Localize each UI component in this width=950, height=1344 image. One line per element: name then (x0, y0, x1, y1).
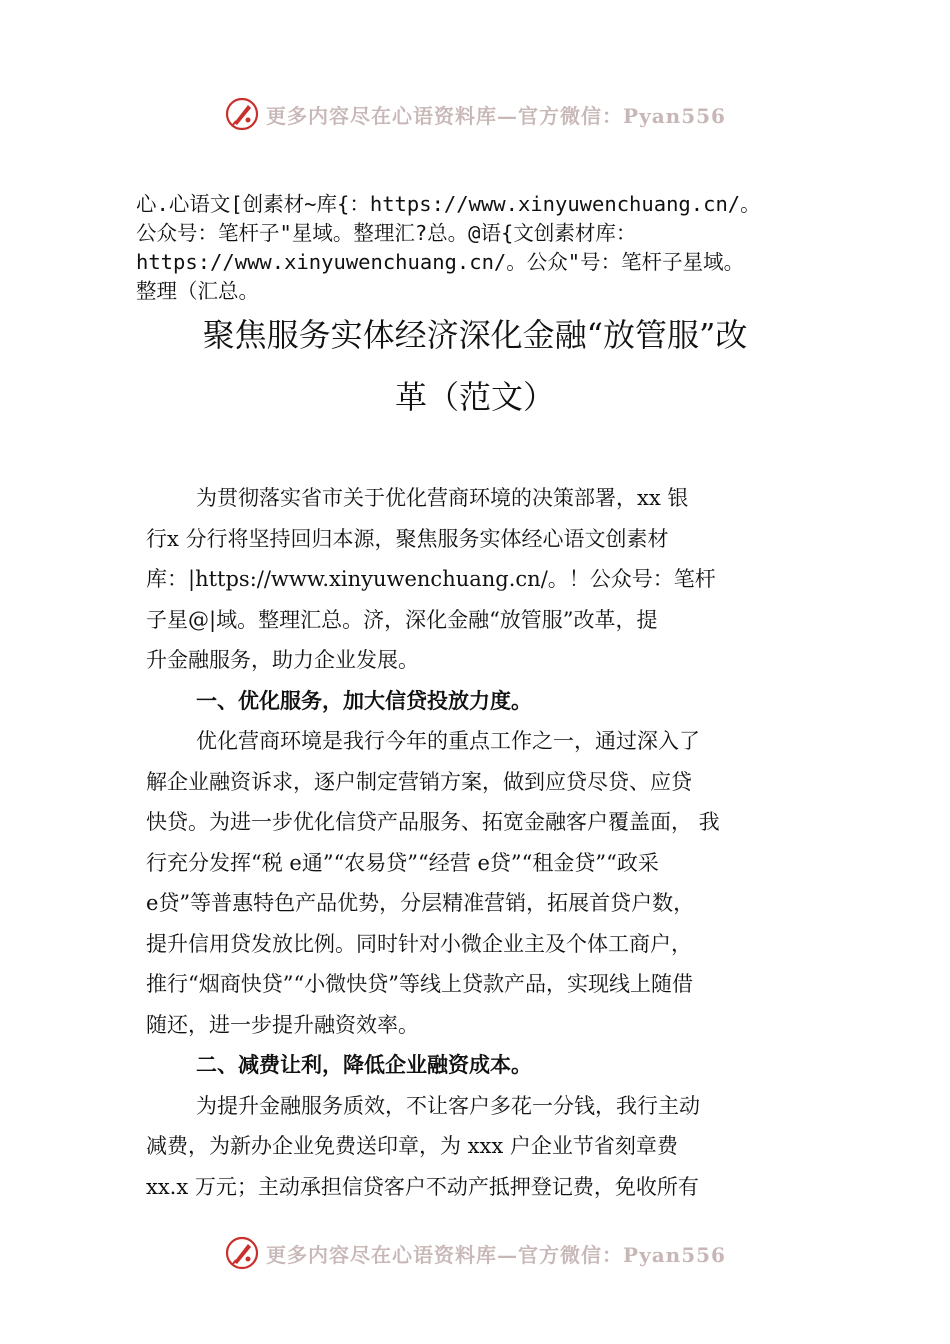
section-heading-2: 二、减费让利，降低企业融资成本。 (196, 1053, 532, 1077)
header-line: https://www.xinyuwenchuang.cn/。公众"号：笔杆子星域。 (136, 250, 745, 274)
paragraph-line: 行x 分行将坚持回归本源，聚焦服务实体经心语文创素材 (146, 526, 669, 551)
paragraph-line: 推行“烟商快贷”“小微快贷”等线上贷款产品，实现线上随借 (146, 972, 693, 996)
banner-text: 更多内容尽在心语资料库—官方微信：Pyan556 (266, 1242, 726, 1267)
paragraph-line: 子星@|域。整理汇总。济，深化金融“放管服”改革，提 (146, 607, 658, 632)
top-watermark-banner (0, 94, 950, 134)
paragraph-line: 优化营商环境是我行今年的重点工作之一，通过深入了 (196, 729, 700, 753)
paragraph-line: 随还，进一步提升融资效率。 (146, 1012, 419, 1037)
intro-paragraph (146, 478, 822, 1207)
section-heading-1: 一、优化服务，加大信贷投放力度。 (196, 688, 532, 713)
paragraph-line: 减费，为新办企业免费送印章，为 xxx 户企业节省刻章费 (146, 1134, 678, 1158)
header-line: 整理（汇总。 (136, 279, 259, 303)
paragraph-line: 解企业融资诉求，逐户制定营销方案，做到应贷尽贷、应贷 (146, 769, 692, 794)
paragraph-line: e贷”等普惠特色产品优势，分层精准营销，拓展首贷户数， (146, 891, 695, 915)
paragraph-line: 行充分发挥“税 e通”“农易贷”“经营 e贷”“租金贷”“政采 (146, 850, 659, 875)
paragraph-line: 快贷。为进一步优化信贷产品服务、拓宽金融客户覆盖面， 我 (146, 810, 720, 834)
header-line: 公众号：笔杆子"星域。整理汇?总。@语{文创素材库： (136, 221, 637, 245)
paragraph-line: 升金融服务，助力企业发展。 (146, 648, 419, 672)
paragraph-line: 为提升金融服务质效，不让客户多花一分钱，我行主动 (196, 1093, 700, 1118)
header-text-block (136, 190, 836, 306)
quill-pen-logo-icon (224, 96, 260, 132)
paragraph-line: 库：|https://www.xinyuwenchuang.cn/。！公众号：笔杆 (146, 567, 716, 591)
document-title-line-2: 革（范文） (394, 378, 555, 416)
bottom-watermark-banner (0, 1233, 950, 1273)
document-title-line-1: 聚焦服务实体经济深化金融“放管服”改 (202, 316, 748, 354)
paragraph-line: 为贯彻落实省市关于优化营商环境的决策部署，xx 银 (196, 486, 689, 510)
paragraph-line: 提升信用贷发放比例。同时针对小微企业主及个体工商户， (146, 931, 692, 956)
header-line: 心.心语文[创素材~库{：https://www.xinyuwenchuang.cn/。 (136, 192, 761, 216)
banner-text: 更多内容尽在心语资料库—官方微信：Pyan556 (266, 103, 726, 128)
quill-pen-logo-icon (224, 1235, 260, 1271)
paragraph-line: xx.x 万元；主动承担信贷客户不动产抵押登记费，免收所有 (146, 1174, 699, 1199)
